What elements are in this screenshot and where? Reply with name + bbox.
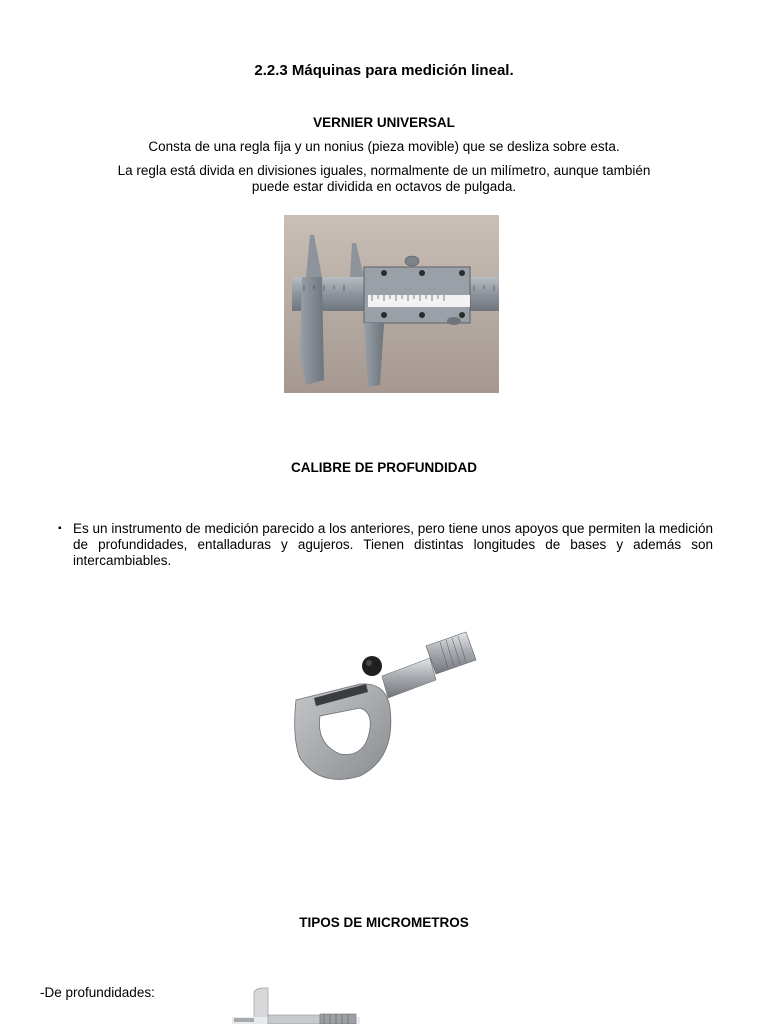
vernier-caliper-photo xyxy=(284,215,499,393)
bullet-dot-icon: ▪ xyxy=(58,523,62,534)
micrometers-heading: TIPOS DE MICROMETROS xyxy=(299,915,469,930)
vernier-heading: VERNIER UNIVERSAL xyxy=(313,115,455,130)
vernier-division-line-2: puede estar dividida en octavos de pulgada. xyxy=(251,179,517,194)
depth-gauge-description: Es un instrumento de medición parecido a los anteriores, pero tiene unos apoyos que permiten la medición de profundidades, entalladuras y agujeros. Tienen distintas longitudes de bases y además son intercambiables. xyxy=(73,521,713,568)
vernier-description: Consta de una regla fija y un nonius (pieza movible) que se desliza sobre esta. xyxy=(148,139,620,154)
depth-gauge-heading: CALIBRE DE PROFUNDIDAD xyxy=(290,460,477,475)
depth-micrometer-label: -De profundidades: xyxy=(40,985,155,1000)
depth-micrometer-photo xyxy=(232,986,360,1024)
list-item xyxy=(58,521,713,569)
depth-gauge-bullet-list xyxy=(58,521,713,569)
vernier-division-text xyxy=(0,163,768,195)
micrometer-photo xyxy=(290,628,480,783)
vernier-division-line-1: La regla está divida en divisiones iguales, normalmente de un milímetro, aunque también xyxy=(117,163,651,178)
page-title: 2.2.3 Máquinas para medición lineal. xyxy=(254,62,514,79)
